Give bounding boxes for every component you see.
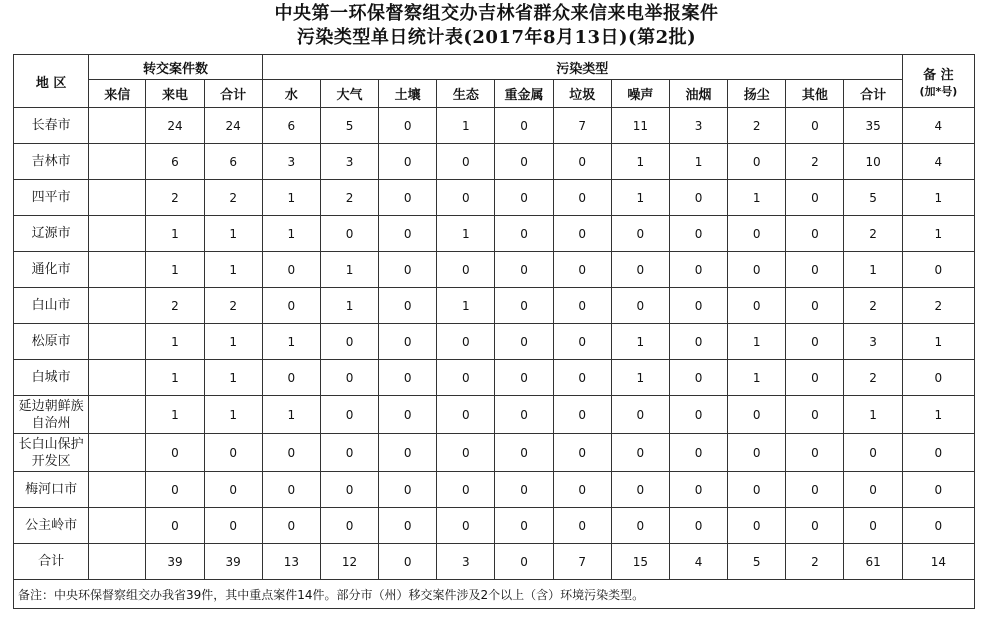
value-cell: 1 — [204, 216, 262, 252]
value-cell: 0 — [669, 180, 727, 216]
value-cell: 0 — [379, 288, 437, 324]
value-cell: 0 — [495, 544, 553, 580]
value-cell: 2 — [786, 544, 844, 580]
value-cell: 7 — [553, 108, 611, 144]
header-sub-cell: 合计 — [844, 80, 902, 108]
header-remark — [902, 55, 974, 108]
value-cell: 3 — [320, 144, 378, 180]
value-cell: 0 — [553, 396, 611, 434]
value-cell: 0 — [611, 508, 669, 544]
value-cell: 0 — [320, 324, 378, 360]
value-cell: 0 — [786, 324, 844, 360]
value-cell: 2 — [204, 180, 262, 216]
value-cell: 0 — [437, 396, 495, 434]
value-cell: 5 — [728, 544, 786, 580]
value-cell: 0 — [495, 508, 553, 544]
value-cell: 0 — [379, 472, 437, 508]
value-cell: 1 — [146, 396, 204, 434]
value-cell: 12 — [320, 544, 378, 580]
statistics-table — [13, 54, 975, 609]
value-cell: 0 — [320, 472, 378, 508]
value-cell: 0 — [495, 108, 553, 144]
table-row — [14, 108, 975, 144]
value-cell: 3 — [669, 108, 727, 144]
value-cell: 0 — [379, 252, 437, 288]
header-sub-cell: 其他 — [786, 80, 844, 108]
value-cell: 0 — [902, 252, 974, 288]
value-cell: 1 — [262, 216, 320, 252]
value-cell: 1 — [844, 396, 902, 434]
value-cell: 0 — [669, 288, 727, 324]
value-cell: 2 — [902, 288, 974, 324]
region-cell: 梅河口市 — [14, 472, 89, 508]
value-cell: 13 — [262, 544, 320, 580]
region-cell: 白城市 — [14, 360, 89, 396]
value-cell: 0 — [379, 324, 437, 360]
value-cell: 0 — [786, 472, 844, 508]
value-cell: 0 — [553, 508, 611, 544]
table-row — [14, 324, 975, 360]
value-cell: 0 — [437, 252, 495, 288]
header-sub-cell: 重金属 — [495, 80, 553, 108]
header-row-1 — [14, 55, 975, 80]
value-cell: 0 — [553, 216, 611, 252]
value-cell: 2 — [786, 144, 844, 180]
value-cell: 0 — [728, 434, 786, 472]
value-cell: 2 — [844, 360, 902, 396]
value-cell: 0 — [553, 144, 611, 180]
value-cell: 0 — [262, 508, 320, 544]
value-cell: 35 — [844, 108, 902, 144]
region-cell: 辽源市 — [14, 216, 89, 252]
value-cell: 0 — [902, 508, 974, 544]
value-cell: 0 — [437, 472, 495, 508]
value-cell: 5 — [844, 180, 902, 216]
value-cell: 0 — [786, 108, 844, 144]
value-cell: 24 — [146, 108, 204, 144]
value-cell: 1 — [204, 324, 262, 360]
header-sub-cell: 合计 — [204, 80, 262, 108]
region-cell: 合计 — [14, 544, 89, 580]
value-cell: 0 — [728, 144, 786, 180]
value-cell: 1 — [146, 324, 204, 360]
table-row — [14, 180, 975, 216]
value-cell: 0 — [437, 360, 495, 396]
value-cell: 2 — [146, 288, 204, 324]
region-cell: 长白山保护开发区 — [14, 434, 89, 472]
value-cell — [89, 216, 146, 252]
header-sub-cell: 垃圾 — [553, 80, 611, 108]
table-note: 备注：中央环保督察组交办我省39件，其中重点案件14件。部分市（州）移交案件涉及2个以上（含）环境污染类型。 — [14, 580, 975, 609]
value-cell: 0 — [495, 180, 553, 216]
value-cell: 0 — [379, 396, 437, 434]
value-cell: 0 — [146, 508, 204, 544]
value-cell: 0 — [437, 508, 495, 544]
value-cell: 5 — [320, 108, 378, 144]
header-sub-cell: 大气 — [320, 80, 378, 108]
value-cell: 0 — [553, 288, 611, 324]
value-cell: 3 — [262, 144, 320, 180]
value-cell: 0 — [669, 360, 727, 396]
value-cell: 0 — [786, 508, 844, 544]
value-cell: 0 — [728, 288, 786, 324]
value-cell: 0 — [669, 252, 727, 288]
value-cell: 0 — [728, 216, 786, 252]
table-body — [14, 108, 975, 580]
value-cell: 0 — [786, 288, 844, 324]
value-cell: 6 — [262, 108, 320, 144]
value-cell: 4 — [902, 144, 974, 180]
header-sub-cell: 来信 — [89, 80, 146, 108]
value-cell: 10 — [844, 144, 902, 180]
value-cell: 0 — [669, 216, 727, 252]
value-cell: 0 — [204, 508, 262, 544]
value-cell: 0 — [611, 288, 669, 324]
value-cell — [89, 434, 146, 472]
value-cell: 1 — [437, 108, 495, 144]
value-cell: 1 — [611, 144, 669, 180]
value-cell: 1 — [204, 360, 262, 396]
value-cell: 0 — [495, 252, 553, 288]
value-cell: 0 — [902, 360, 974, 396]
value-cell: 0 — [262, 434, 320, 472]
value-cell — [89, 508, 146, 544]
table-row — [14, 472, 975, 508]
header-sub-cell: 来电 — [146, 80, 204, 108]
value-cell: 39 — [204, 544, 262, 580]
value-cell: 0 — [553, 360, 611, 396]
value-cell: 15 — [611, 544, 669, 580]
value-cell: 11 — [611, 108, 669, 144]
value-cell: 61 — [844, 544, 902, 580]
value-cell: 0 — [553, 180, 611, 216]
value-cell: 0 — [786, 216, 844, 252]
value-cell: 0 — [495, 324, 553, 360]
value-cell — [89, 252, 146, 288]
value-cell: 0 — [786, 180, 844, 216]
value-cell: 0 — [379, 508, 437, 544]
value-cell: 6 — [146, 144, 204, 180]
value-cell: 1 — [902, 216, 974, 252]
value-cell: 2 — [728, 108, 786, 144]
value-cell: 0 — [262, 252, 320, 288]
value-cell: 14 — [902, 544, 974, 580]
value-cell: 0 — [728, 472, 786, 508]
value-cell — [89, 544, 146, 580]
value-cell: 2 — [844, 288, 902, 324]
value-cell: 0 — [902, 472, 974, 508]
value-cell: 0 — [320, 508, 378, 544]
value-cell: 1 — [902, 180, 974, 216]
value-cell: 1 — [669, 144, 727, 180]
page-subtitle: 污染类型单日统计表(2017年8月13日)(第2批) — [296, 27, 697, 48]
value-cell: 0 — [320, 216, 378, 252]
value-cell: 1 — [437, 288, 495, 324]
value-cell: 2 — [844, 216, 902, 252]
value-cell: 0 — [553, 434, 611, 472]
table-row — [14, 508, 975, 544]
value-cell: 1 — [204, 252, 262, 288]
value-cell: 0 — [728, 396, 786, 434]
region-cell: 松原市 — [14, 324, 89, 360]
value-cell: 4 — [669, 544, 727, 580]
value-cell: 1 — [146, 360, 204, 396]
value-cell: 0 — [786, 434, 844, 472]
value-cell: 0 — [437, 324, 495, 360]
value-cell: 0 — [379, 434, 437, 472]
header-row-2 — [14, 80, 975, 108]
value-cell: 0 — [379, 108, 437, 144]
value-cell: 0 — [786, 396, 844, 434]
header-region: 地 区 — [14, 55, 89, 108]
value-cell: 0 — [320, 434, 378, 472]
table-row — [14, 288, 975, 324]
value-cell: 0 — [495, 360, 553, 396]
value-cell: 0 — [379, 144, 437, 180]
value-cell: 1 — [320, 252, 378, 288]
value-cell: 7 — [553, 544, 611, 580]
value-cell: 4 — [902, 108, 974, 144]
value-cell: 3 — [437, 544, 495, 580]
region-cell: 四平市 — [14, 180, 89, 216]
value-cell: 0 — [844, 472, 902, 508]
value-cell: 1 — [320, 288, 378, 324]
value-cell: 0 — [437, 144, 495, 180]
header-sub-cell: 生态 — [437, 80, 495, 108]
value-cell — [89, 396, 146, 434]
value-cell: 0 — [262, 472, 320, 508]
value-cell: 0 — [786, 360, 844, 396]
value-cell: 1 — [146, 216, 204, 252]
value-cell: 0 — [553, 324, 611, 360]
table-row — [14, 216, 975, 252]
title-block — [0, 2, 993, 50]
value-cell: 0 — [611, 216, 669, 252]
value-cell — [89, 144, 146, 180]
value-cell: 0 — [728, 508, 786, 544]
value-cell: 1 — [262, 180, 320, 216]
value-cell: 2 — [146, 180, 204, 216]
value-cell: 0 — [379, 360, 437, 396]
value-cell — [89, 288, 146, 324]
value-cell: 0 — [844, 508, 902, 544]
value-cell: 1 — [611, 360, 669, 396]
region-cell: 吉林市 — [14, 144, 89, 180]
value-cell: 1 — [262, 324, 320, 360]
table-row — [14, 396, 975, 434]
value-cell: 24 — [204, 108, 262, 144]
table-row — [14, 360, 975, 396]
value-cell — [89, 472, 146, 508]
region-cell: 延边朝鲜族自治州 — [14, 396, 89, 434]
value-cell — [89, 360, 146, 396]
value-cell: 2 — [320, 180, 378, 216]
value-cell: 0 — [146, 434, 204, 472]
region-cell: 长春市 — [14, 108, 89, 144]
header-sub-cell: 扬尘 — [728, 80, 786, 108]
note-row — [14, 580, 975, 609]
value-cell: 1 — [728, 324, 786, 360]
value-cell: 0 — [204, 434, 262, 472]
value-cell: 0 — [262, 360, 320, 396]
value-cell: 0 — [553, 472, 611, 508]
header-sub-cell: 土壤 — [379, 80, 437, 108]
value-cell: 1 — [844, 252, 902, 288]
value-cell: 0 — [611, 252, 669, 288]
value-cell: 0 — [669, 508, 727, 544]
value-cell: 1 — [204, 396, 262, 434]
value-cell: 0 — [728, 252, 786, 288]
value-cell: 0 — [262, 288, 320, 324]
value-cell: 0 — [669, 324, 727, 360]
header-sub-cell: 水 — [262, 80, 320, 108]
region-cell: 白山市 — [14, 288, 89, 324]
value-cell: 1 — [146, 252, 204, 288]
value-cell: 3 — [844, 324, 902, 360]
value-cell: 0 — [844, 434, 902, 472]
value-cell: 1 — [902, 324, 974, 360]
value-cell: 2 — [204, 288, 262, 324]
header-transferred-group: 转交案件数 — [89, 55, 263, 80]
value-cell: 1 — [611, 324, 669, 360]
region-cell: 通化市 — [14, 252, 89, 288]
value-cell: 0 — [495, 472, 553, 508]
value-cell: 0 — [495, 288, 553, 324]
value-cell: 0 — [786, 252, 844, 288]
value-cell: 0 — [320, 396, 378, 434]
value-cell: 1 — [728, 180, 786, 216]
value-cell: 1 — [902, 396, 974, 434]
table-row — [14, 544, 975, 580]
header-sub-cell: 噪声 — [611, 80, 669, 108]
value-cell — [89, 180, 146, 216]
header-sub-cell: 油烟 — [669, 80, 727, 108]
value-cell: 0 — [902, 434, 974, 472]
value-cell: 0 — [669, 472, 727, 508]
value-cell: 1 — [437, 216, 495, 252]
value-cell: 0 — [146, 472, 204, 508]
value-cell: 6 — [204, 144, 262, 180]
value-cell: 1 — [728, 360, 786, 396]
value-cell: 0 — [379, 544, 437, 580]
value-cell: 0 — [669, 396, 727, 434]
statistics-table-wrap — [13, 54, 975, 609]
value-cell: 0 — [204, 472, 262, 508]
header-remark-sub: (加*号) — [919, 84, 958, 98]
value-cell: 0 — [611, 472, 669, 508]
value-cell: 0 — [669, 434, 727, 472]
value-cell — [89, 324, 146, 360]
value-cell: 0 — [611, 434, 669, 472]
value-cell: 0 — [379, 216, 437, 252]
region-cell: 公主岭市 — [14, 508, 89, 544]
value-cell: 1 — [611, 180, 669, 216]
value-cell: 1 — [262, 396, 320, 434]
value-cell: 0 — [495, 144, 553, 180]
value-cell — [89, 108, 146, 144]
header-remark-label: 备 注 — [923, 67, 954, 83]
value-cell: 0 — [379, 180, 437, 216]
value-cell: 0 — [553, 252, 611, 288]
table-row — [14, 434, 975, 472]
table-row — [14, 252, 975, 288]
header-pollution-group: 污染类型 — [262, 55, 902, 80]
table-row — [14, 144, 975, 180]
value-cell: 0 — [495, 396, 553, 434]
value-cell: 0 — [437, 434, 495, 472]
page-title: 中央第一环保督察组交办吉林省群众来信来电举报案件 — [274, 3, 719, 24]
value-cell: 0 — [437, 180, 495, 216]
value-cell: 0 — [320, 360, 378, 396]
value-cell: 0 — [611, 396, 669, 434]
value-cell: 0 — [495, 216, 553, 252]
value-cell: 0 — [495, 434, 553, 472]
value-cell: 39 — [146, 544, 204, 580]
